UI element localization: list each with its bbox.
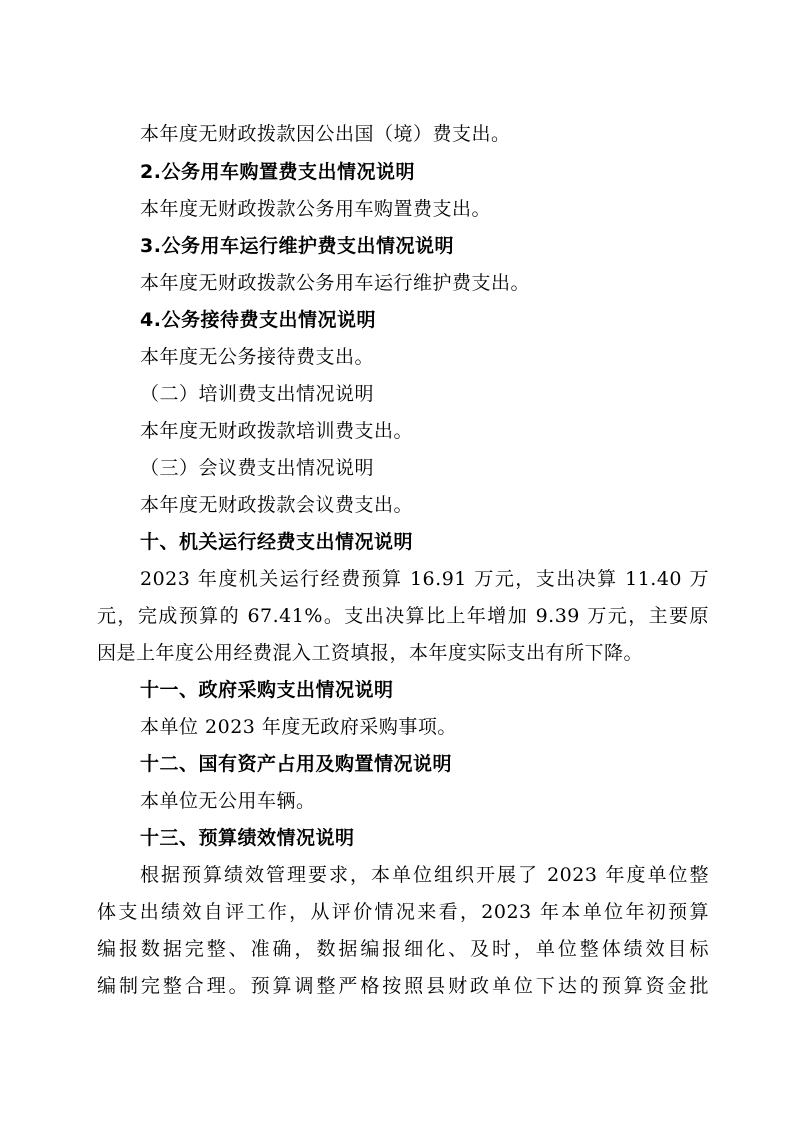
section-heading: 十二、国有资产占用及购置情况说明 [140,753,453,775]
paragraph-text: 2023 年度机关运行经费预算 16.91 万元，支出决算 11.40 万 [140,568,709,590]
section-heading: 2.公务用车购置费支出情况说明 [140,161,415,183]
paragraph-text: 本年度无财政拨款公务用车运行维护费支出。 [140,272,531,294]
paragraph-text: 本单位 2023 年度无政府采购事项。 [140,716,457,738]
paragraph-text: 本年度无财政拨款培训费支出。 [140,420,414,442]
section-heading: 十三、预算绩效情况说明 [140,827,355,849]
paragraph-text: 本单位无公用车辆。 [140,790,316,812]
paragraph-text: 体支出绩效自评工作，从评价情况来看，2023 年本单位年初预算 [97,901,709,923]
section-heading: 十一、政府采购支出情况说明 [140,679,394,701]
paragraph-text: 根据预算绩效管理要求，本单位组织开展了 2023 年度单位整 [140,864,709,886]
section-heading: 3.公务用车运行维护费支出情况说明 [140,235,454,257]
section-heading: （三）会议费支出情况说明 [140,457,375,479]
paragraph-text: 编制完整合理。预算调整严格按照县财政单位下达的预算资金批 [97,975,709,997]
paragraph-text: 本年度无财政拨款公务用车购置费支出。 [140,198,492,220]
section-heading: （二）培训费支出情况说明 [140,383,375,405]
paragraph-text: 编报数据完整、准确，数据编报细化、及时，单位整体绩效目标 [97,938,709,960]
paragraph-text: 元，完成预算的 67.41%。支出决算比上年增加 9.39 万元，主要原 [97,605,709,627]
section-heading: 十、机关运行经费支出情况说明 [140,531,414,553]
section-heading: 4.公务接待费支出情况说明 [140,309,376,331]
paragraph-text: 本年度无财政拨款因公出国（境）费支出。 [140,123,511,145]
paragraph-text: 本年度无财政拨款会议费支出。 [140,494,414,516]
paragraph-text: 本年度无公务接待费支出。 [140,346,375,368]
paragraph-text: 因是上年度公用经费混入工资填报，本年度实际支出有所下降。 [97,642,644,664]
